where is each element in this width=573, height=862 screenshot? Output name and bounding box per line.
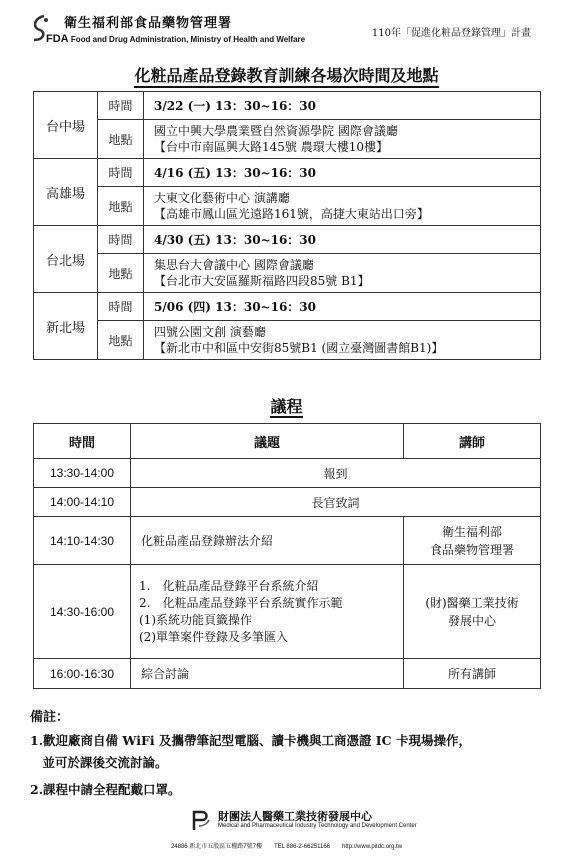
note-item-1: 1.歡迎廠商自備 WiFi 及攜帶筆記型電腦、讀卡機與工商憑證 IC 卡現場操作， 並可於課後交流討論。 [30, 733, 471, 770]
agenda-table [33, 423, 541, 689]
schedule-row-place [34, 321, 541, 360]
agenda-time: 14:00-14:10 [34, 488, 131, 517]
time-label: 時間 [98, 92, 144, 120]
venue-name: 台中場 [34, 92, 98, 159]
header-topic: 議題 [131, 424, 404, 459]
schedule-table [33, 91, 541, 360]
time-label: 時間 [98, 159, 144, 187]
schedule-row-time [34, 159, 541, 187]
venue-place: 大東文化藝術中心 演講廳 【高雄市鳳山區光遠路161號，高捷大東站出口旁】 [144, 187, 541, 226]
agenda-time: 14:30-16:00 [34, 565, 131, 659]
schedule-row-time [34, 226, 541, 254]
venue-time: 3/22 (一) 13：30~16：30 [144, 92, 541, 120]
place-label: 地點 [98, 321, 144, 360]
pitdc-logo-icon [191, 808, 211, 832]
agenda-topic: 報到 [131, 459, 541, 488]
agenda-row [34, 488, 541, 517]
venue-name: 台北場 [34, 226, 98, 293]
agenda-row [34, 517, 541, 565]
schedule-row-place [34, 187, 541, 226]
venue-name: 新北場 [34, 293, 98, 360]
agenda-title: 議程 [270, 397, 303, 416]
venue-place: 國立中興大學農業暨自然資源學院 國際會議廳 【台中市南區興大路145號 農環大樓10樓】 [144, 120, 541, 159]
agenda-topic: 綜合討論 [131, 659, 404, 689]
footer-org-en: Medical and Pharmaceutical Industry Technology and Development Center [218, 823, 417, 829]
venue-time: 4/30 (五) 13：30~16：30 [144, 226, 541, 254]
place-label: 地點 [98, 120, 144, 159]
schedule-title: 化粧品產品登錄教育訓練各場次時間及地點 [0, 63, 573, 86]
agenda-speaker: (財)醫藥工業技術 發展中心 [404, 565, 541, 659]
venue-time: 5/06 (四) 13：30~16：30 [144, 293, 541, 321]
agenda-time: 16:00-16:30 [34, 659, 131, 689]
header-plan-title: 110年「促進化粧品登錄管理」計畫 [371, 28, 531, 39]
venue-time: 4/16 (五) 13：30~16：30 [144, 159, 541, 187]
agenda-row [34, 459, 541, 488]
footer-address: 24886 新北市五股區五權路7號7樓 TEL 886-2-66251166 http://www.pitdc.org.tw [170, 844, 403, 850]
venue-place: 四號公園文創 演藝廳 【新北市中和區中安街85號B1 (國立臺灣圖書館B1)】 [144, 321, 541, 360]
agenda-time: 14:10-14:30 [34, 517, 131, 565]
place-label: 地點 [98, 254, 144, 293]
header-speaker: 講師 [404, 424, 541, 459]
venue-name: 高雄場 [34, 159, 98, 226]
note-item-2: 2.課程中請全程配戴口罩。 [30, 782, 181, 797]
time-label: 時間 [98, 293, 144, 321]
header-time: 時間 [34, 424, 131, 459]
agenda-header-row [34, 424, 541, 459]
agenda-speaker: 衛生福利部 食品藥物管理署 [404, 517, 541, 565]
schedule-row-place [34, 120, 541, 159]
agenda-row [34, 565, 541, 659]
venue-place: 集思台大會議中心 國際會議廳 【台北市大安區羅斯福路四段85號 B1】 [144, 254, 541, 293]
agenda-topic: 長官致詞 [131, 488, 541, 517]
schedule-row-time [34, 293, 541, 321]
agenda-speaker: 所有講師 [404, 659, 541, 689]
schedule-row-time [34, 92, 541, 120]
time-label: 時間 [98, 226, 144, 254]
agenda-row [34, 659, 541, 689]
header-org-name: 衛生福利部食品藥物管理署 [64, 16, 233, 31]
agenda-topic: 化粧品產品登錄辦法介紹 [131, 517, 404, 565]
agenda-topic-list: 1. 化粧品產品登錄平台系統介紹 2. 化粧品產品登錄平台系統實作示範 (1)系統功能頁籤操作 (2)單筆案件登錄及多筆匯入 [131, 565, 404, 659]
notes-title: 備註： [30, 710, 70, 725]
schedule-row-place [34, 254, 541, 293]
header-org-en: FDA Food and Drug Administration, Ministry of Health and Welfare [46, 33, 306, 45]
place-label: 地點 [98, 187, 144, 226]
footer-org-name: 財團法人醫藥工業技術發展中心 [218, 810, 372, 823]
agenda-time: 13:30-14:00 [34, 459, 131, 488]
